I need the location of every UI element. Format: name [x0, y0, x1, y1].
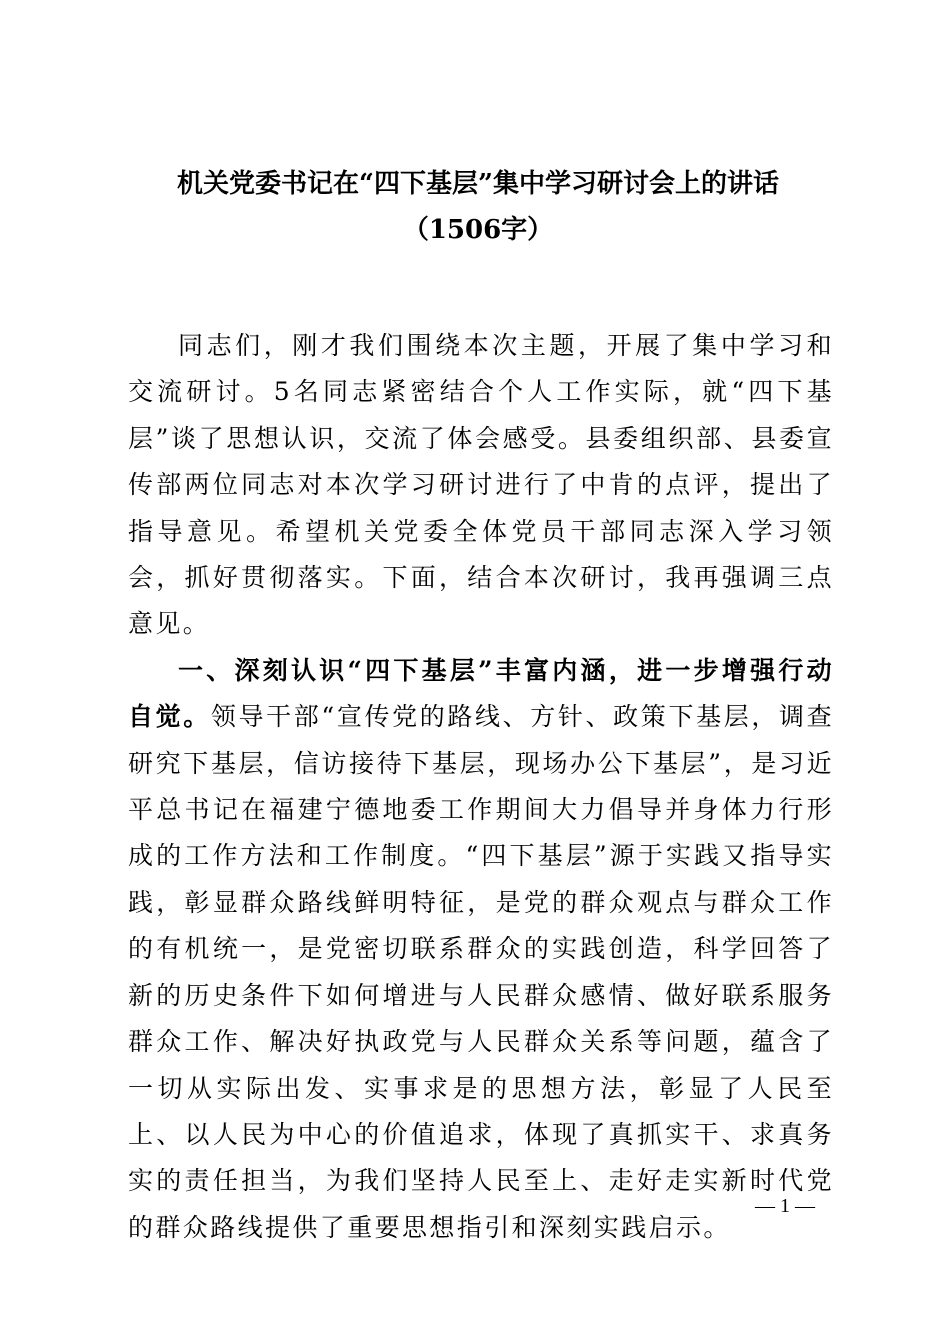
page-number: — 1 — — [755, 1195, 815, 1217]
paragraph-text: 领导干部“宣传党的路线、方针、政策下基层，调查研究下基层，信访接待下基层，现场办公下基层”，是习近平总书记在福建宁德地委工作期间大力倡导并身体力行形成的工作方法和工作制度。“四下基层”源于实践又指导实践，彰显群众路线鲜明特征，是党的群众观点与群众工作的有机统一，是党密切联系群众的实践创造，科学回答了新的历史条件下如何增进与人民群众感情、做好联系服务群众工作、解决好执政党与人民群众关系等问题，蕴含了一切从实际出发、实事求是的思想方法，彰显了人民至上、以人民为中心的价值追求，体现了真抓实干、求真务实的责任担当，为我们坚持人民至上、走好走实新时代党的群众路线提供了重要思想指引和深刻实践启示。 — [128, 702, 835, 1242]
section-heading: 一、深刻认识“四下基层”丰富内涵，进一步增强行动自觉。 — [128, 655, 834, 732]
document-body — [128, 323, 834, 1251]
paragraph-section-one — [128, 648, 834, 1251]
paragraph-intro — [128, 323, 834, 648]
document-title: 机关党委书记在“四下基层”集中学习研讨会上的讲话（1506字） — [177, 169, 779, 245]
paragraph-text: 同志们，刚才我们围绕本次主题，开展了集中学习和交流研讨。5名同志紧密结合个人工作实际，就“四下基层”谈了思想认识，交流了体会感受。县委组织部、县委宣传部两位同志对本次学习研讨进行了中肯的点评，提出了指导意见。希望机关党委全体党员干部同志深入学习领会，抓好贯彻落实。下面，结合本次研讨，我再强调三点意见。 — [128, 331, 834, 639]
